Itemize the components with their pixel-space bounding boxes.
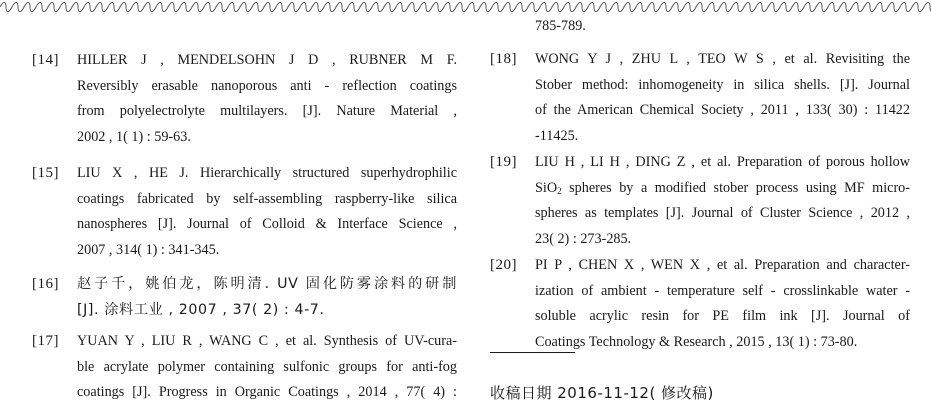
footnote-divider xyxy=(490,352,575,353)
reference-line: soluble acrylic resin for PE film ink [J]. Journal of xyxy=(535,308,910,325)
received-date: 收稿日期 2016-11-12( 修改稿) xyxy=(490,384,714,402)
reference-line: 23( 2) : 273-285. xyxy=(535,230,632,247)
reference-line: 2002 , 1( 1) : 59-63. xyxy=(77,128,191,145)
reference-line: Stober method: inhomogeneity in silica shells. [J]. Journal xyxy=(535,76,910,93)
reference-number: [17] xyxy=(32,333,59,349)
reference-line: ization of ambient - temperature self - crosslinkable water - xyxy=(535,282,910,299)
reference-line: HILLER J , MENDELSOHN J D , RUBNER M F. xyxy=(77,52,457,68)
reference-line: [J]. 涂料工业 , 2007 , 37( 2) : 4-7. xyxy=(77,301,325,318)
reference-line: Reversibly erasable nanoporous anti - reflection coatings xyxy=(77,77,457,94)
reference-16 xyxy=(32,272,457,323)
reference-number: [18] xyxy=(490,51,517,67)
reference-15 xyxy=(32,161,457,263)
reference-17-continuation: 785-789. xyxy=(535,18,586,34)
reference-line: nanospheres [J]. Journal of Colloid & Interface Science , xyxy=(77,216,457,233)
reference-line: of the American Chemical Society , 2011 , 133( 30) : 11422 xyxy=(535,102,910,119)
reference-line: LIU X , HE J. Hierarchically structured superhydrophilic xyxy=(77,165,457,181)
reference-number: [16] xyxy=(32,276,59,292)
reference-number: [15] xyxy=(32,165,59,181)
reference-line: LIU H , LI H , DING Z , et al. Preparation of porous hollow xyxy=(535,154,910,170)
reference-line: PI P , CHEN X , WEN X , et al. Preparation and character- xyxy=(535,257,910,273)
reference-number: [20] xyxy=(490,257,517,273)
reference-line: SiO$_2$ spheres by a modified stober process using MF micro- xyxy=(535,179,910,196)
reference-number: [19] xyxy=(490,154,517,170)
decorative-top-border xyxy=(0,0,931,14)
reference-14 xyxy=(32,48,457,150)
reference-line: from polyelectrolyte multilayers. [J]. Nature Material , xyxy=(77,103,457,120)
reference-line: 赵子千，姚伯龙，陈明清. UV 固化防雾涂料的研制 xyxy=(77,276,457,292)
reference-line: YUAN Y , LIU R , WANG C , et al. Synthesis of UV-cura- xyxy=(77,333,457,349)
reference-line: ble acrylate polymer containing sulfonic groups for anti-fog xyxy=(77,358,457,375)
reference-line: spheres as templates [J]. Journal of Cluster Science , 2012 , xyxy=(535,205,910,222)
reference-line: 2007 , 314( 1) : 341-345. xyxy=(77,241,220,258)
reference-number: [14] xyxy=(32,52,59,68)
reference-18 xyxy=(490,47,910,149)
reference-19 xyxy=(490,150,910,252)
reference-line: -11425. xyxy=(535,127,579,144)
reference-20 xyxy=(490,253,910,355)
reference-line: coatings fabricated by self-assembling raspberry-like silica xyxy=(77,190,457,207)
reference-line: coatings [J]. Progress in Organic Coatings , 2014 , 77( 4) : xyxy=(77,384,457,401)
reference-line: Coatings Technology & Research , 2015 , 13( 1) : 73-80. xyxy=(535,333,858,350)
reference-17 xyxy=(32,329,457,406)
reference-line: WONG Y J , ZHU L , TEO W S , et al. Revisiting the xyxy=(535,51,910,67)
